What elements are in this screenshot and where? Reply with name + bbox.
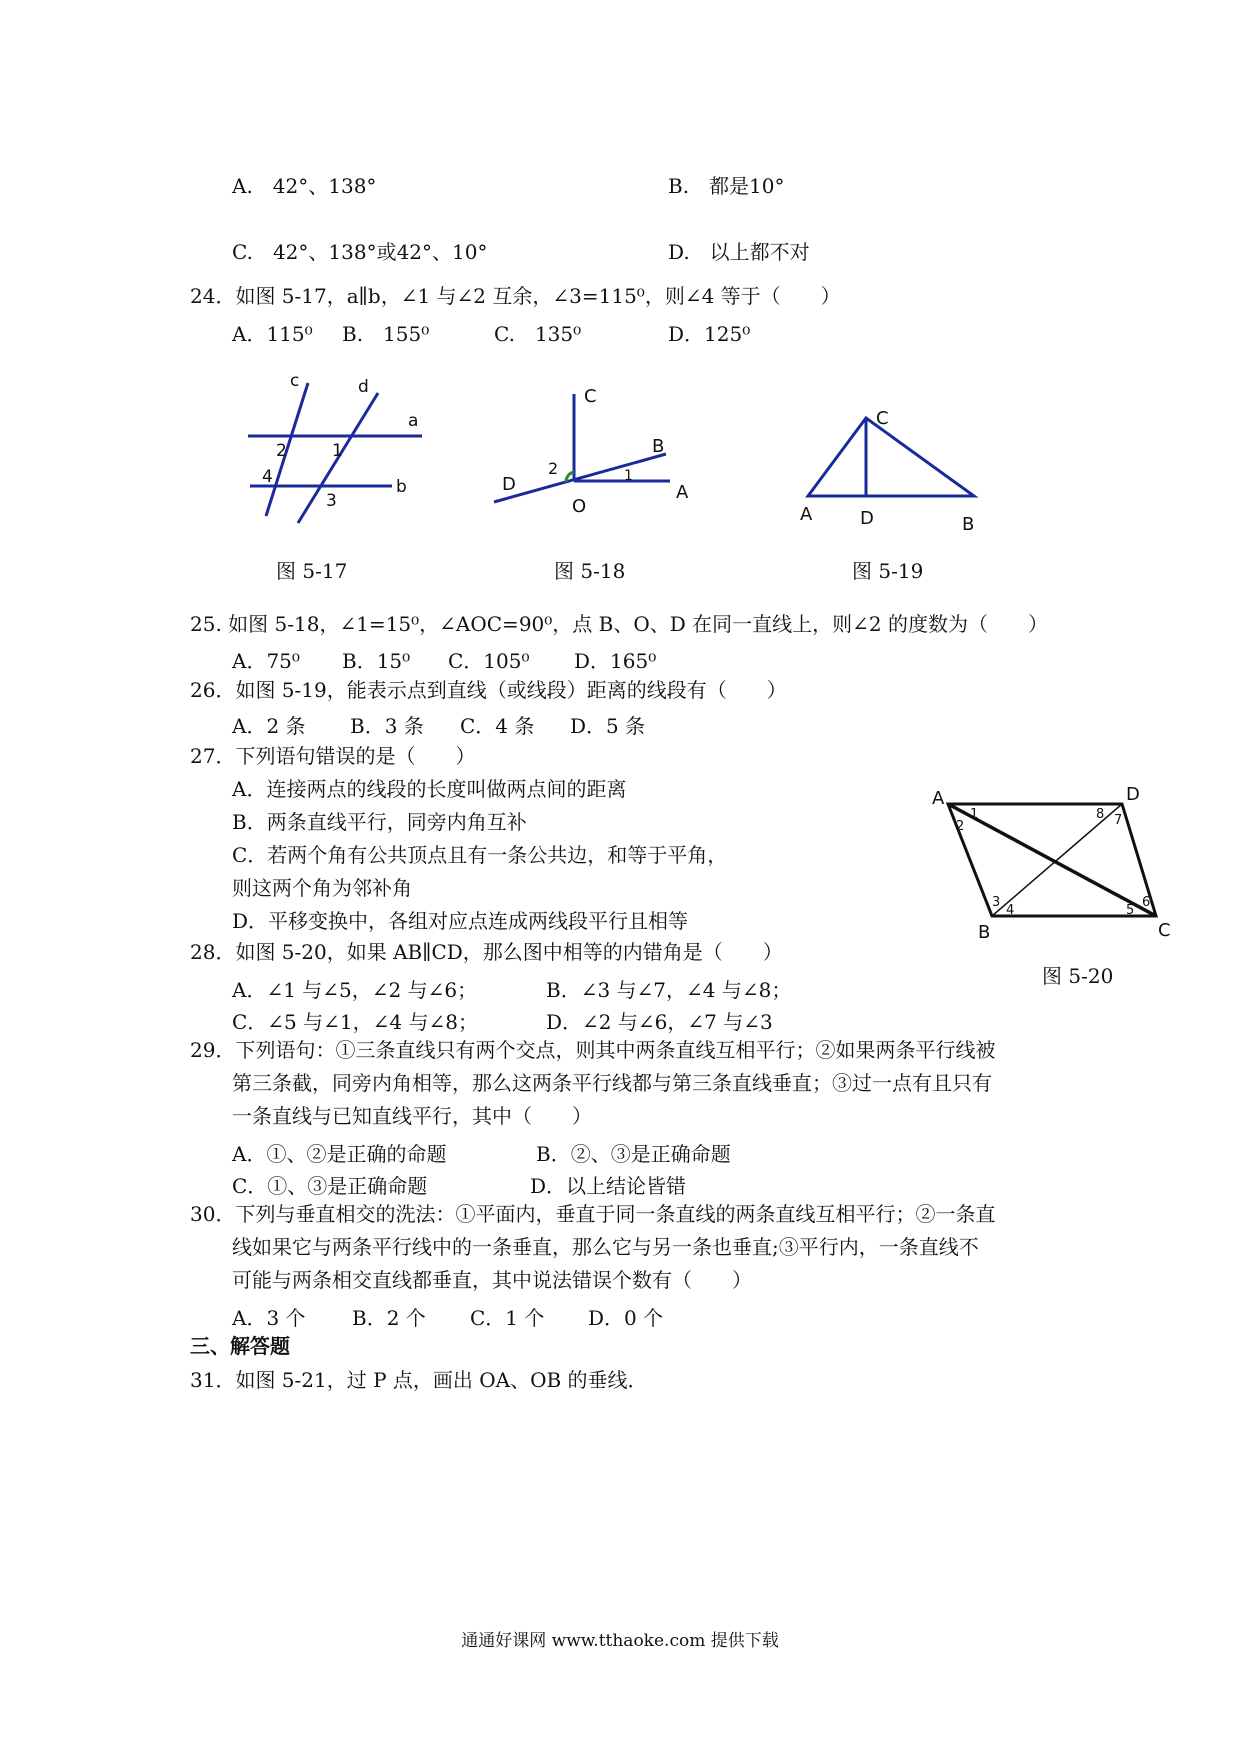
q26-option-b: B．3 条 xyxy=(350,714,424,738)
q29-line-2: 第三条截，同旁内角相等，那么这两条平行线都与第三条直线垂直；③过一点有且只有 xyxy=(232,1071,992,1095)
q25-option-a: A．75⁰ xyxy=(232,649,300,673)
label-d: d xyxy=(358,377,369,397)
q23-option-a: A. 42°、138° xyxy=(232,174,377,198)
label-angle-4: 4 xyxy=(1006,903,1015,918)
q25-stem: 25. 如图 5-18，∠1=15⁰，∠AOC=90⁰，点 B、O、D 在同一直线上，则∠2 的度数为（ ） xyxy=(190,612,1048,636)
q24-option-c: C. 135⁰ xyxy=(494,322,582,346)
label-angle-2: 2 xyxy=(276,441,287,461)
q27-stem: 27．下列语句错误的是（ ） xyxy=(190,744,476,768)
label-c: c xyxy=(290,371,300,391)
q27-option-c-line1: C．若两个角有公共顶点且有一条公共边，和等于平角， xyxy=(232,843,728,867)
q27-option-c-line2: 则这两个角为邻补角 xyxy=(232,876,412,900)
q24-stem: 24．如图 5-17，a∥b，∠1 与∠2 互余，∠3=115⁰，则∠4 等于（ ） xyxy=(190,284,841,308)
label-A: A xyxy=(932,788,945,809)
q28-option-a: A．∠1 与∠5，∠2 与∠6； xyxy=(232,978,478,1002)
q30-option-d: D．0 个 xyxy=(588,1306,664,1330)
label-a: a xyxy=(408,411,419,431)
page-footer: 通通好课网 www.tthaoke.com 提供下载 xyxy=(461,1631,779,1651)
label-B: B xyxy=(962,514,975,535)
q29-line-1: 29．下列语句：①三条直线只有两个交点，则其中两条直线互相平行；②如果两条平行线被 xyxy=(190,1038,996,1062)
q23-option-c: C. 42°、138°或42°、10° xyxy=(232,240,488,264)
q26-option-c: C．4 条 xyxy=(460,714,535,738)
q30-option-c: C．1 个 xyxy=(470,1306,545,1330)
q30-line-1: 30．下列与垂直相交的洗法：①平面内，垂直于同一条直线的两条直线互相平行；②一条直 xyxy=(190,1202,996,1226)
label-C: C xyxy=(584,386,597,407)
line-DB xyxy=(494,454,666,502)
q28-option-b: B．∠3 与∠7，∠4 与∠8； xyxy=(546,978,792,1002)
label-A: A xyxy=(676,482,689,503)
figure-5-20 xyxy=(930,780,1180,940)
label-angle-2: 2 xyxy=(548,459,559,478)
q28-stem: 28．如图 5-20，如果 AB∥CD，那么图中相等的内错角是（ ） xyxy=(190,940,783,964)
caption-5-19: 图 5-19 xyxy=(852,559,924,583)
figure-5-19 xyxy=(796,400,986,540)
triangle-ABC xyxy=(808,418,974,496)
line-c xyxy=(266,383,308,516)
label-angle-2: 2 xyxy=(956,819,965,834)
label-B: B xyxy=(978,922,991,940)
q25-option-d: D．165⁰ xyxy=(574,649,657,673)
label-angle-6: 6 xyxy=(1142,895,1151,910)
q23-option-d: D. 以上都不对 xyxy=(668,240,810,264)
q29-option-d: D．以上结论皆错 xyxy=(530,1174,687,1198)
label-angle-1: 1 xyxy=(332,441,343,461)
figure-5-18 xyxy=(480,378,700,528)
section-heading: 三、解答题 xyxy=(190,1334,290,1358)
q30-line-2: 线如果它与两条平行线中的一条垂直，那么它与另一条也垂直;③平行内，一条直线不 xyxy=(232,1235,979,1259)
label-D: D xyxy=(1126,784,1140,805)
q26-stem: 26．如图 5-19，能表示点到直线（或线段）距离的线段有（ ） xyxy=(190,678,787,702)
label-C: C xyxy=(1158,920,1171,940)
q27-option-b: B．两条直线平行，同旁内角互补 xyxy=(232,810,527,834)
q23-option-b: B. 都是10° xyxy=(668,174,785,198)
label-angle-1: 1 xyxy=(970,807,979,822)
q29-line-3: 一条直线与已知直线平行，其中（ ） xyxy=(232,1104,592,1128)
caption-5-18: 图 5-18 xyxy=(554,559,626,583)
label-angle-8: 8 xyxy=(1096,807,1105,822)
q28-option-d: D．∠2 与∠6，∠7 与∠3 xyxy=(546,1010,773,1034)
q30-option-a: A．3 个 xyxy=(232,1306,306,1330)
q30-line-3: 可能与两条相交直线都垂直，其中说法错误个数有（ ） xyxy=(232,1268,752,1292)
figure-5-17 xyxy=(240,368,440,538)
label-b: b xyxy=(396,477,407,497)
q28-option-c: C．∠5 与∠1，∠4 与∠8； xyxy=(232,1010,478,1034)
q30-option-b: B．2 个 xyxy=(352,1306,426,1330)
label-angle-3: 3 xyxy=(992,895,1001,910)
q26-option-d: D．5 条 xyxy=(570,714,646,738)
q26-option-a: A．2 条 xyxy=(232,714,306,738)
diagonal-AC xyxy=(948,804,1156,916)
q25-option-b: B．15⁰ xyxy=(342,649,411,673)
caption-5-20: 图 5-20 xyxy=(1042,964,1114,988)
q24-option-a: A．115⁰ xyxy=(232,322,313,346)
label-B: B xyxy=(652,436,665,457)
q29-option-a: A．①、②是正确的命题 xyxy=(232,1142,447,1166)
q24-option-b: B. 155⁰ xyxy=(342,322,430,346)
q29-option-b: B．②、③是正确命题 xyxy=(536,1142,731,1166)
label-D: D xyxy=(860,508,874,529)
q25-option-c: C．105⁰ xyxy=(448,649,530,673)
label-C: C xyxy=(876,408,889,429)
q24-option-d: D．125⁰ xyxy=(668,322,751,346)
label-angle-5: 5 xyxy=(1126,903,1135,918)
label-angle-1: 1 xyxy=(624,468,633,484)
caption-5-17: 图 5-17 xyxy=(276,559,348,583)
label-angle-3: 3 xyxy=(326,491,337,511)
label-angle-4: 4 xyxy=(262,467,273,487)
q27-option-a: A．连接两点的线段的长度叫做两点间的距离 xyxy=(232,777,627,801)
label-D: D xyxy=(502,474,516,495)
label-O: O xyxy=(572,496,587,517)
q27-option-d: D．平移变换中，各组对应点连成两线段平行且相等 xyxy=(232,909,689,933)
q31-stem: 31．如图 5-21，过 P 点，画出 OA、OB 的垂线． xyxy=(190,1368,648,1392)
label-angle-7: 7 xyxy=(1114,813,1123,828)
label-A: A xyxy=(800,504,813,525)
q29-option-c: C．①、③是正确命题 xyxy=(232,1174,428,1198)
